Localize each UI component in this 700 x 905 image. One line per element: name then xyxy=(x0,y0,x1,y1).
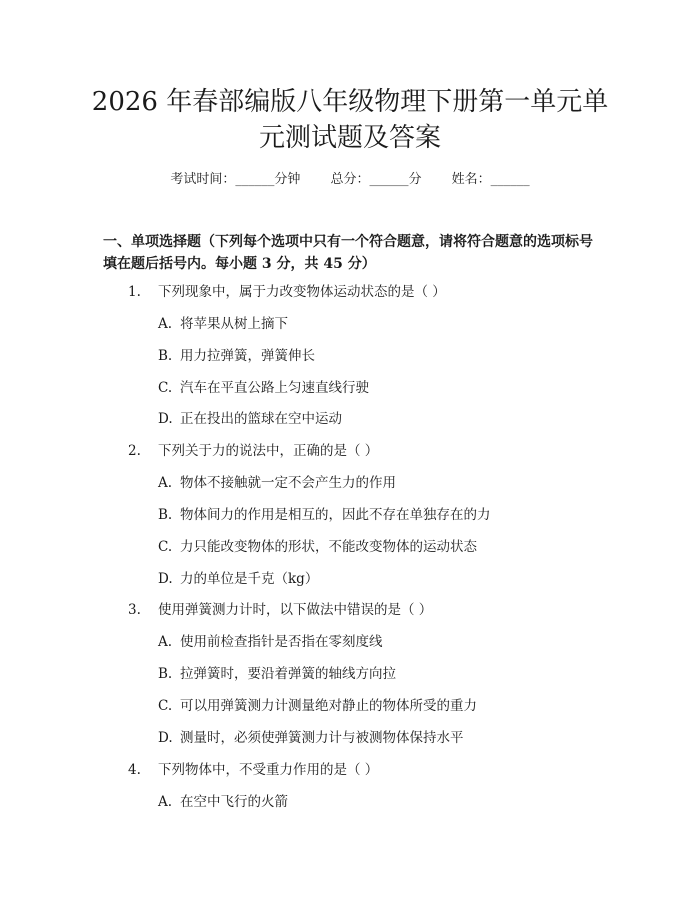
answer-option xyxy=(158,538,477,556)
question-text: 使用弹簧测力计时，以下做法中错误的是（ ） xyxy=(158,602,433,618)
option-letter: D. xyxy=(158,571,173,587)
option-letter: D. xyxy=(158,411,173,427)
answer-option xyxy=(158,729,464,747)
option-text: 物体不接触就一定不会产生力的作用 xyxy=(180,475,396,491)
option-text: 汽车在平直公路上匀速直线行驶 xyxy=(180,380,369,396)
option-letter: C. xyxy=(158,698,173,714)
exam-info-row xyxy=(0,168,700,187)
answer-option xyxy=(158,633,383,651)
option-text: 拉弹簧时，要沿着弹簧的轴线方向拉 xyxy=(180,666,396,682)
option-text: 在空中飞行的火箭 xyxy=(180,794,288,810)
question-item xyxy=(128,601,432,619)
section-heading: 一、单项选择题（下列每个选项中只有一个符合题意，请将符合题意的选项标号填在题后括号内。每小题 3 分，共 45 分） xyxy=(103,234,593,272)
option-text: 物体间力的作用是相互的，因此不存在单独存在的力 xyxy=(180,507,491,523)
option-text: 可以用弹簧测力计测量绝对静止的物体所受的重力 xyxy=(180,698,477,714)
question-item xyxy=(128,442,378,460)
option-text: 使用前检查指针是否指在零刻度线 xyxy=(180,634,383,650)
option-letter: C. xyxy=(158,539,173,555)
question-item xyxy=(128,283,446,301)
option-letter: B. xyxy=(158,666,173,682)
document-title-line1: 2026 年春部编版八年级物理下册第一单元单 xyxy=(91,87,609,117)
option-text: 将苹果从树上摘下 xyxy=(180,316,288,332)
answer-option xyxy=(158,697,477,715)
option-text: 力的单位是千克（kg） xyxy=(180,571,319,587)
option-text: 用力拉弹簧，弹簧伸长 xyxy=(180,348,315,364)
option-letter: B. xyxy=(158,348,173,364)
question-number: 2. xyxy=(128,443,141,459)
option-text: 力只能改变物体的形状，不能改变物体的运动状态 xyxy=(180,539,477,555)
option-letter: A. xyxy=(158,634,173,650)
option-text: 正在投出的篮球在空中运动 xyxy=(180,411,342,427)
question-text: 下列关于力的说法中，正确的是（ ） xyxy=(158,443,379,459)
total-score-field: 总分：______分 xyxy=(330,172,422,187)
answer-option xyxy=(158,665,396,683)
option-letter: D. xyxy=(158,730,173,746)
answer-option xyxy=(158,570,318,588)
exam-time-field: 考试时间：______分钟 xyxy=(170,172,301,187)
student-name-field: 姓名：______ xyxy=(451,172,530,187)
option-letter: C. xyxy=(158,380,173,396)
option-letter: A. xyxy=(158,794,173,810)
answer-option xyxy=(158,474,396,492)
question-number: 3. xyxy=(128,602,141,618)
question-text: 下列物体中，不受重力作用的是（ ） xyxy=(158,762,379,778)
answer-option xyxy=(158,315,288,333)
answer-option xyxy=(158,379,369,397)
option-letter: A. xyxy=(158,475,173,491)
question-number: 4. xyxy=(128,762,141,778)
question-item xyxy=(128,761,378,779)
answer-option xyxy=(158,410,342,428)
answer-option xyxy=(158,506,491,524)
question-text: 下列现象中，属于力改变物体运动状态的是（ ） xyxy=(158,284,446,300)
document-title-line2: 元测试题及答案 xyxy=(258,123,441,153)
answer-option xyxy=(158,793,288,811)
question-number: 1. xyxy=(128,284,141,300)
option-letter: B. xyxy=(158,507,173,523)
option-letter: A. xyxy=(158,316,173,332)
option-text: 测量时，必须使弹簧测力计与被测物体保持水平 xyxy=(180,730,464,746)
answer-option xyxy=(158,347,315,365)
